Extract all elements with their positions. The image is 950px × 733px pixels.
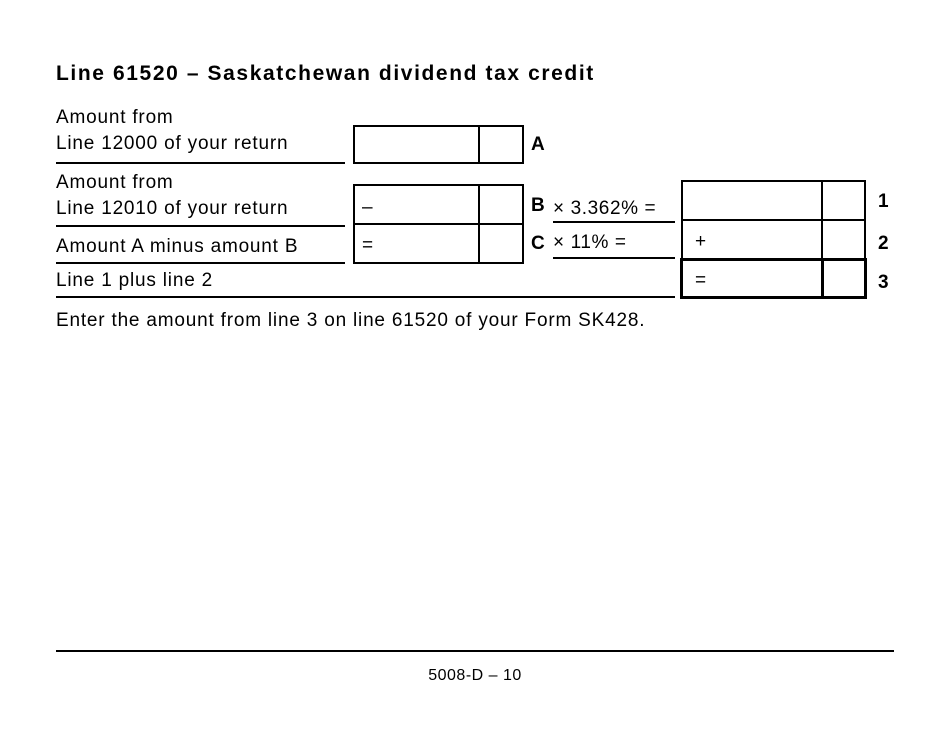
amount-b-cents-divider	[478, 184, 480, 225]
amount-a-field[interactable]	[353, 125, 524, 164]
line-3-cents-divider	[821, 258, 824, 299]
equals-operator-c: =	[362, 235, 374, 256]
page-number: 5008-D – 10	[428, 667, 522, 684]
row-c-letter: C	[531, 233, 545, 254]
row-b-label-line2: Line 12010 of your return	[56, 198, 289, 219]
rate-1-text: × 3.362% =	[553, 198, 657, 219]
row-b-label-line1: Amount from	[56, 172, 174, 193]
total-rule	[56, 296, 675, 298]
instruction-text: Enter the amount from line 3 on line 61520 of your Form SK428.	[56, 310, 646, 331]
row-c-rule	[56, 262, 345, 264]
total-label: Line 1 plus line 2	[56, 270, 214, 291]
row-a-letter: A	[531, 134, 545, 155]
line-2-field[interactable]	[681, 219, 866, 258]
row-c-label: Amount A minus amount B	[56, 236, 299, 257]
row-a-rule	[56, 162, 345, 164]
rate-2-text: × 11% =	[553, 232, 627, 253]
amount-c-cents-divider	[478, 223, 480, 264]
equals-operator-total: =	[695, 270, 707, 291]
line-3-field[interactable]	[680, 258, 867, 299]
row-a-label-line1: Amount from	[56, 107, 174, 128]
amount-b-field[interactable]	[353, 184, 524, 225]
footer-rule	[56, 650, 894, 652]
row-a-label-line2: Line 12000 of your return	[56, 133, 289, 154]
section-title: Line 61520 – Saskatchewan dividend tax credit	[56, 62, 595, 85]
line-3-number: 3	[878, 272, 889, 293]
row-b-letter: B	[531, 195, 545, 216]
line-1-number: 1	[878, 191, 889, 212]
rate-2-rule	[553, 257, 675, 259]
line-2-number: 2	[878, 233, 889, 254]
amount-a-cents-divider	[478, 125, 480, 164]
amount-c-field[interactable]	[353, 223, 524, 264]
row-b-rule	[56, 225, 345, 227]
rate-1-rule	[553, 221, 675, 223]
plus-operator: +	[695, 231, 707, 252]
minus-operator: –	[362, 197, 373, 218]
